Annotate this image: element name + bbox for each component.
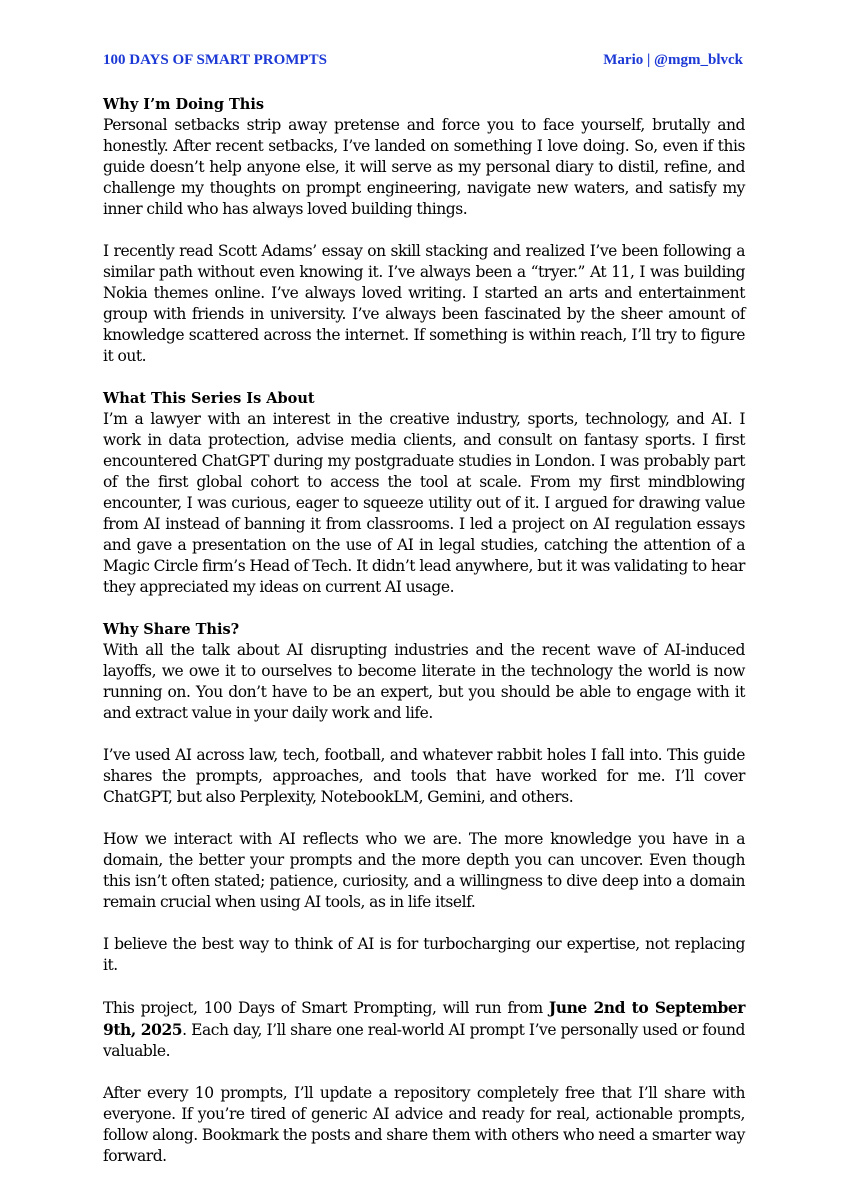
paragraph-project-dates bbox=[103, 997, 745, 1062]
page-body bbox=[103, 94, 745, 1188]
heading-series-about: What This Series Is About bbox=[103, 390, 315, 407]
heading-why-doing: Why I’m Doing This bbox=[103, 96, 265, 113]
paragraph: I recently read Scott Adams’ essay on skill stacking and realized I’ve been following a similar path without even knowing it. I’ve always been a “tryer.” At 11, I was building Nokia themes online. I’ve always loved writing. I started an arts and entertainment group with friends in university. I’ve always been fascinated by the sheer amount of knowledge scattered across the internet. If something is within reach, I’ll try to figure it out. bbox=[103, 242, 745, 365]
paragraph: I’ve used AI across law, tech, football, and whatever rabbit holes I fall into. This guide shares the prompts, approaches, and tools that have worked for me. I’ll cover ChatGPT, but also Perplexity, NotebookLM, Gemini, and others. bbox=[103, 746, 745, 806]
paragraph: After every 10 prompts, I’ll update a repository completely free that I’ll share with everyone. If you’re tired of generic AI advice and ready for real, actionable prompts, follow along. Bookmark the posts and share them with others who need a smarter way forward. bbox=[103, 1084, 745, 1165]
paragraph: With all the talk about AI disrupting industries and the recent wave of AI-induced layoffs, we owe it to ourselves to become literate in the technology the world is now running on. You don’t have to be an expert, but you should be able to engage with it and extract value in your daily work and life. bbox=[103, 641, 745, 722]
text-run: . Each day, I’ll share one real-world AI prompt I’ve personally used or found valuable. bbox=[103, 1021, 746, 1060]
paragraph: How we interact with AI reflects who we are. The more knowledge you have in a domain, the better your prompts and the more depth you can uncover. Even though this isn’t often stated; patience, curiosity, and a willingness to dive deep into a domain remain crucial when using AI tools, as in life itself. bbox=[103, 830, 745, 911]
paragraph: Personal setbacks strip away pretense and force you to face yourself, brutally and honestly. After recent setbacks, I’ve landed on something I love doing. So, even if this guide doesn’t help anyone else, it will serve as my personal diary to distil, refine, and challenge my thoughts on prompt engineering, navigate new waters, and satisfy my inner child who has always loved building things. bbox=[103, 116, 745, 218]
text-run: This project, 100 Days of Smart Prompting, will run from bbox=[103, 999, 549, 1017]
header-author: Mario | @mgm_blvck bbox=[603, 52, 743, 68]
page-header bbox=[103, 50, 743, 70]
paragraph: I believe the best way to think of AI is for turbocharging our expertise, not replacing it. bbox=[103, 935, 745, 974]
paragraph: I’m a lawyer with an interest in the creative industry, sports, technology, and AI. I work in data protection, advise media clients, and consult on fantasy sports. I first encountered ChatGPT during my postgraduate studies in London. I was probably part of the first global cohort to access the tool at scale. From my first mindblowing encounter, I was curious, eager to squeeze utility out of it. I argued for drawing value from AI instead of banning it from classrooms. I led a project on AI regulation essays and gave a presentation on the use of AI in legal studies, catching the attention of a Magic Circle firm’s Head of Tech. It didn’t lead anywhere, but it was validating to hear they appreciated my ideas on current AI usage. bbox=[103, 410, 745, 596]
heading-why-share: Why Share This? bbox=[103, 621, 240, 638]
project-date-range: June 2nd to September 9th, 2025 bbox=[103, 998, 745, 1039]
header-title: 100 DAYS OF SMART PROMPTS bbox=[103, 52, 327, 68]
